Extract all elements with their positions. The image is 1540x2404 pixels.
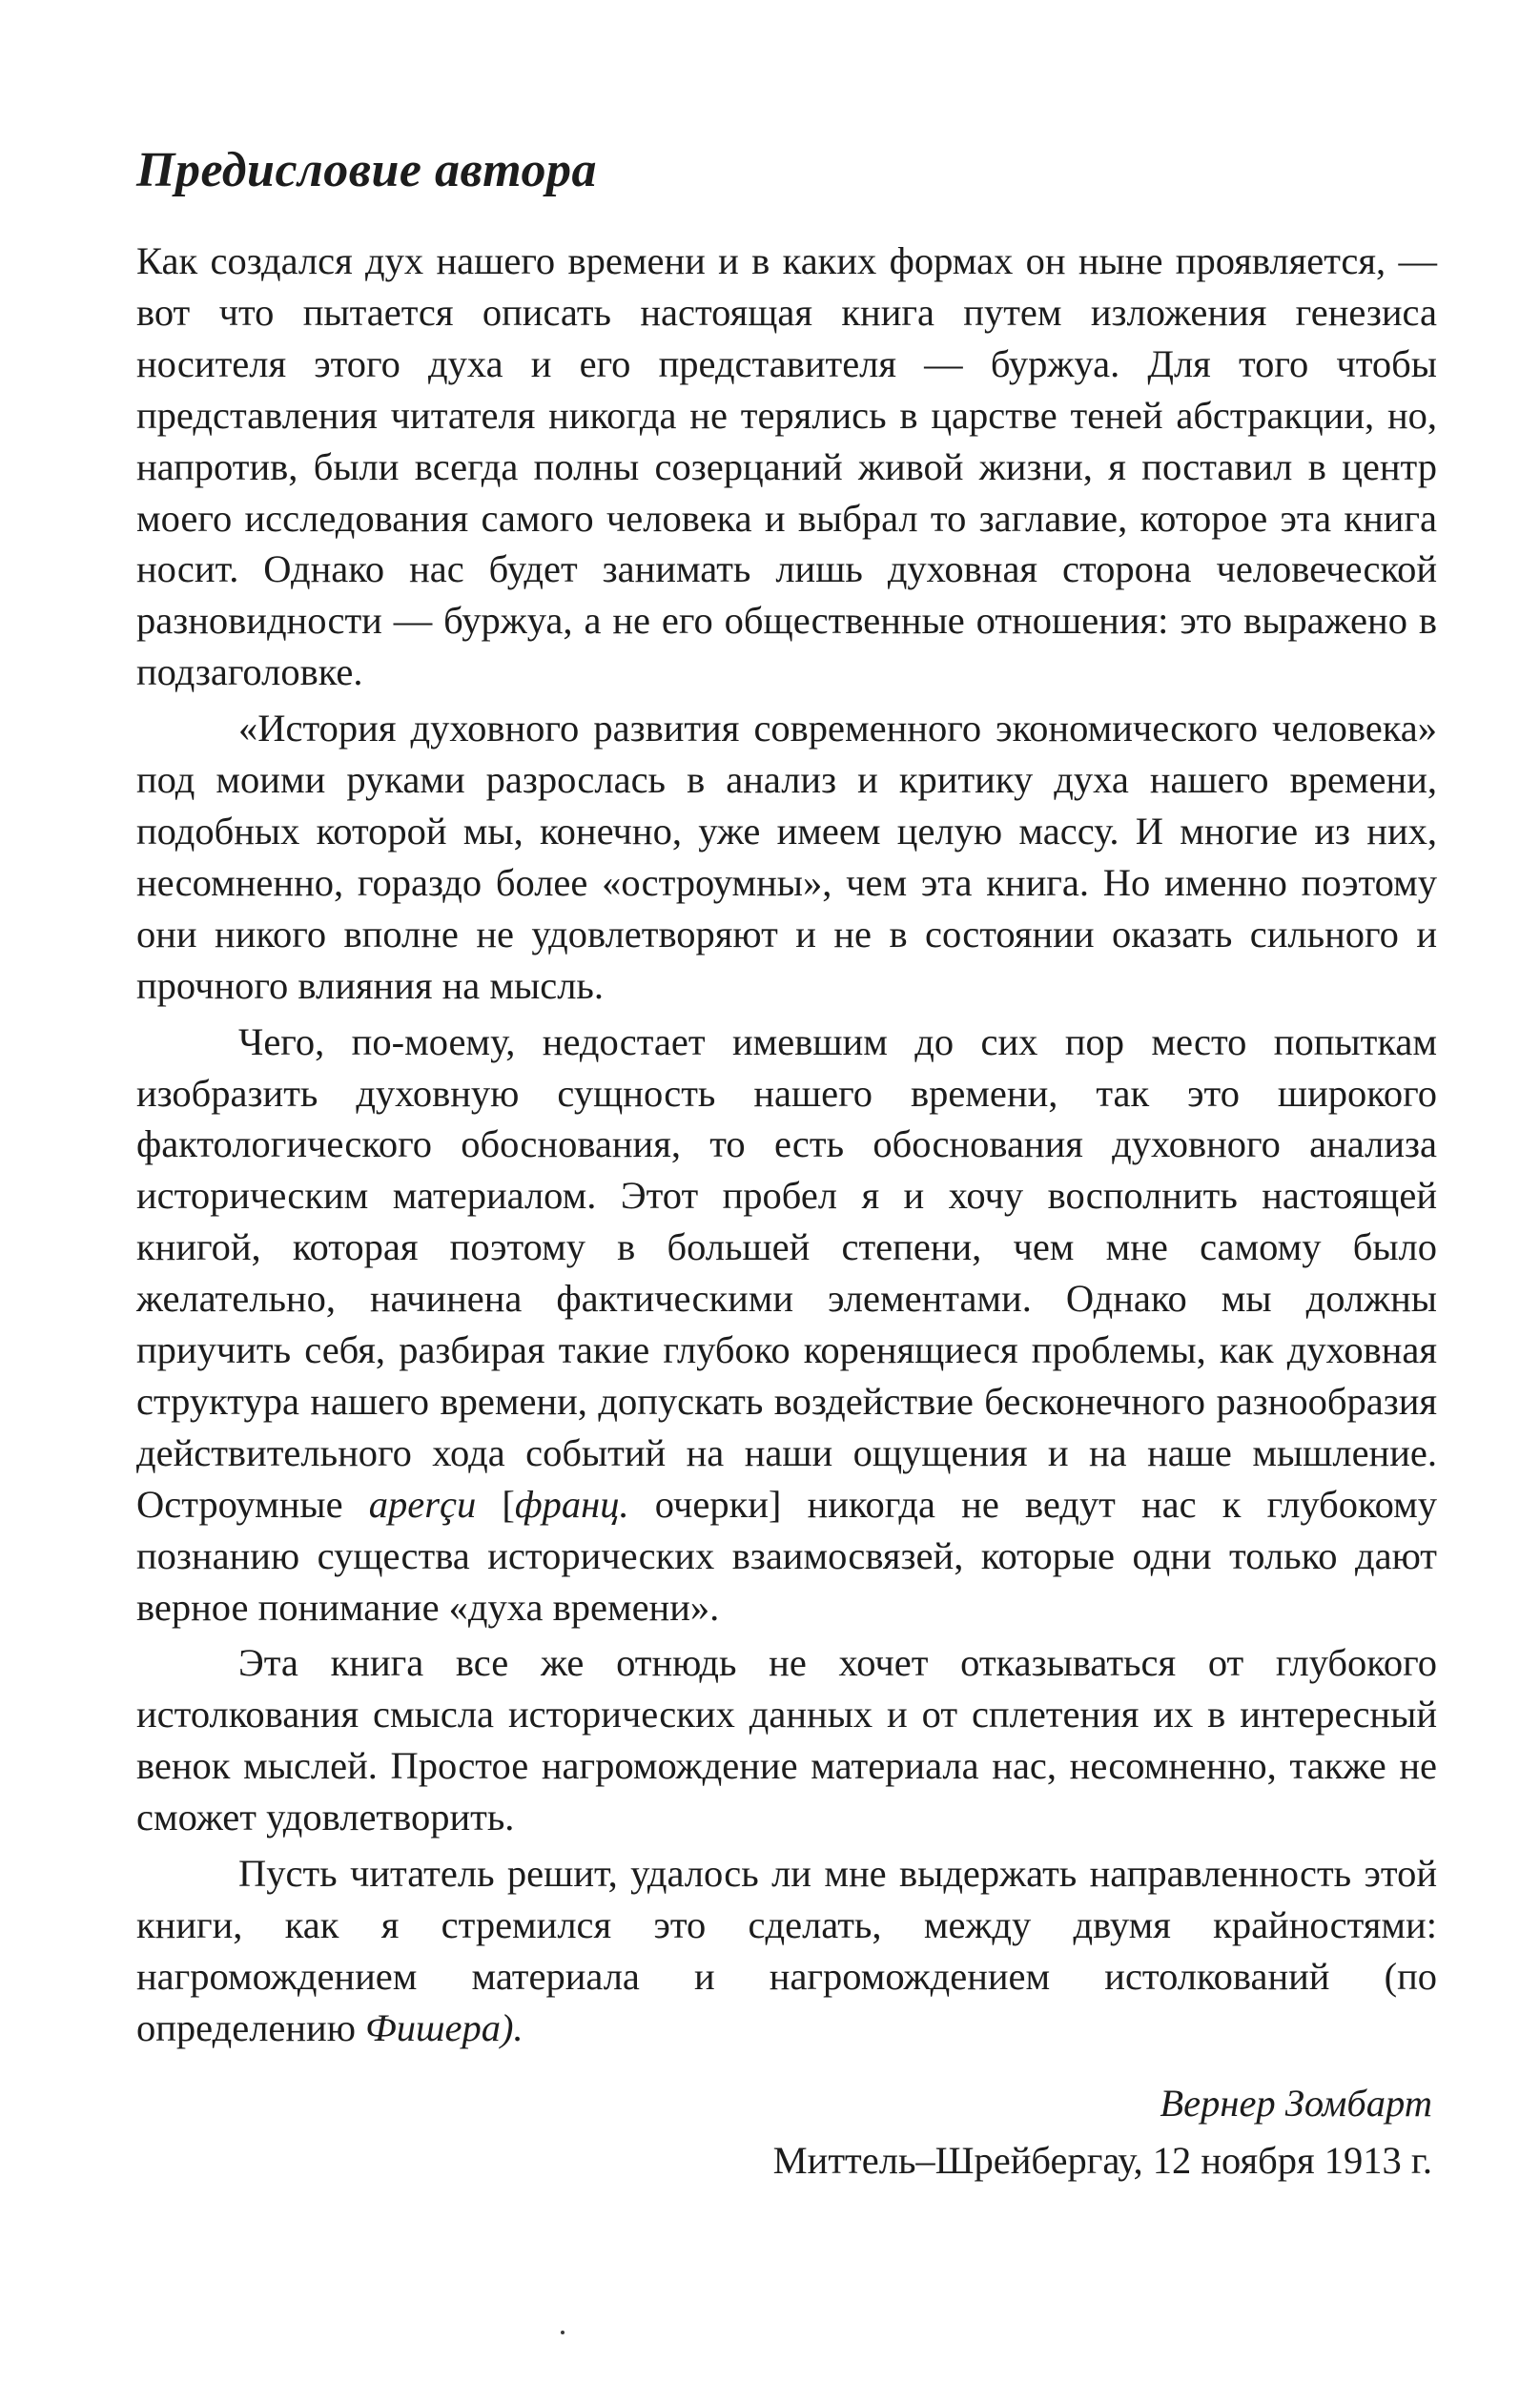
paragraph — [136, 1848, 1437, 2054]
print-speck — [561, 2331, 565, 2334]
paragraph-text: Эта книга все же отнюдь не хочет отказываться от глубокого истолкования смысла исторических данных и от сплетения их в интересный венок мыслей. Простое нагромождение материала нас, несомненно, также не сможет удовлетворить. — [136, 1641, 1437, 1839]
paragraph-text: Чего, по-моему, недостает имевшим до сих пор место попыткам изобразить духовную сущность нашего времени, так это широкого фактологического обоснования, то есть обоснования духовного анализа историческим материалом. Этот пробел я и хочу восполнить настоящей книгой, которая поэтому в большей степени, чем мне самому было желательно, начинена фактическими элементами. Однако мы должны приучить себя, разбирая такие глубоко коренящиеся проблемы, как духовная структура нашего времени, допускать воздействие бесконечного разнообразия действительного хода событий на наши ощущения и на наше мышление. Остроумные — [136, 1019, 1437, 1526]
signature-block — [773, 2078, 1432, 2187]
place-date: Миттель–Шрейбергау, 12 ноября 1913 г. — [772, 2139, 1432, 2182]
paragraph — [136, 236, 1437, 698]
paragraph-text: Пусть читатель решит, удалось ли мне выдержать направленность этой книги, как я стремился это сделать, между двумя крайностями: нагромождением материала и нагромождением истолкований (по определению — [136, 1852, 1437, 2049]
paragraph — [136, 703, 1437, 1011]
paragraph-text: Как создался дух нашего времени и в каких формах он ныне проявляется, — вот что пытается описать настоящая книга путем изложения генезиса носителя этого духа и его представителя — буржуа. Для того чтобы представления читателя никогда не терялись в царстве теней абстракции, но, напротив, были всегда полны созерцаний живой жизни, я поставил в центр моего исследования самого человека и выбрал то заглавие, которое эта книга носит. Однако нас будет занимать лишь духовная сторона человеческой разновидности — буржуа, а не его общественные отношения: это выражено в подзаголовке. — [136, 239, 1437, 694]
paragraph-text: очерки] никогда не ведут нас к глубокому познанию существа исторических взаимосвязей, которые одни только дают верное понимание «духа времени». — [136, 1482, 1437, 1629]
body-text — [136, 236, 1437, 2054]
paragraph — [136, 1637, 1437, 1843]
paragraph-text: [ — [476, 1482, 515, 1526]
cited-name: Фишера). — [365, 2005, 524, 2049]
paragraph-text: «История духовного развития современного экономического человека» под моими руками разрослась в анализ и критику духа нашего времени, подобных которой мы, конечно, уже имеем целую массу. И многие из них, несомненно, гораздо более «остроумны», чем эта книга. Но именно поэтому они никого вполне не удовлетворяют и не в состоянии оказать сильного и прочного влияния на мысль. — [136, 707, 1437, 1007]
language-abbreviation: франц. — [514, 1482, 629, 1526]
author-name: Вернер Зомбарт — [1160, 2082, 1432, 2125]
foreign-term: aperçu — [368, 1482, 477, 1526]
paragraph — [136, 1017, 1437, 1633]
page-title: Предисловие автора — [136, 143, 597, 197]
